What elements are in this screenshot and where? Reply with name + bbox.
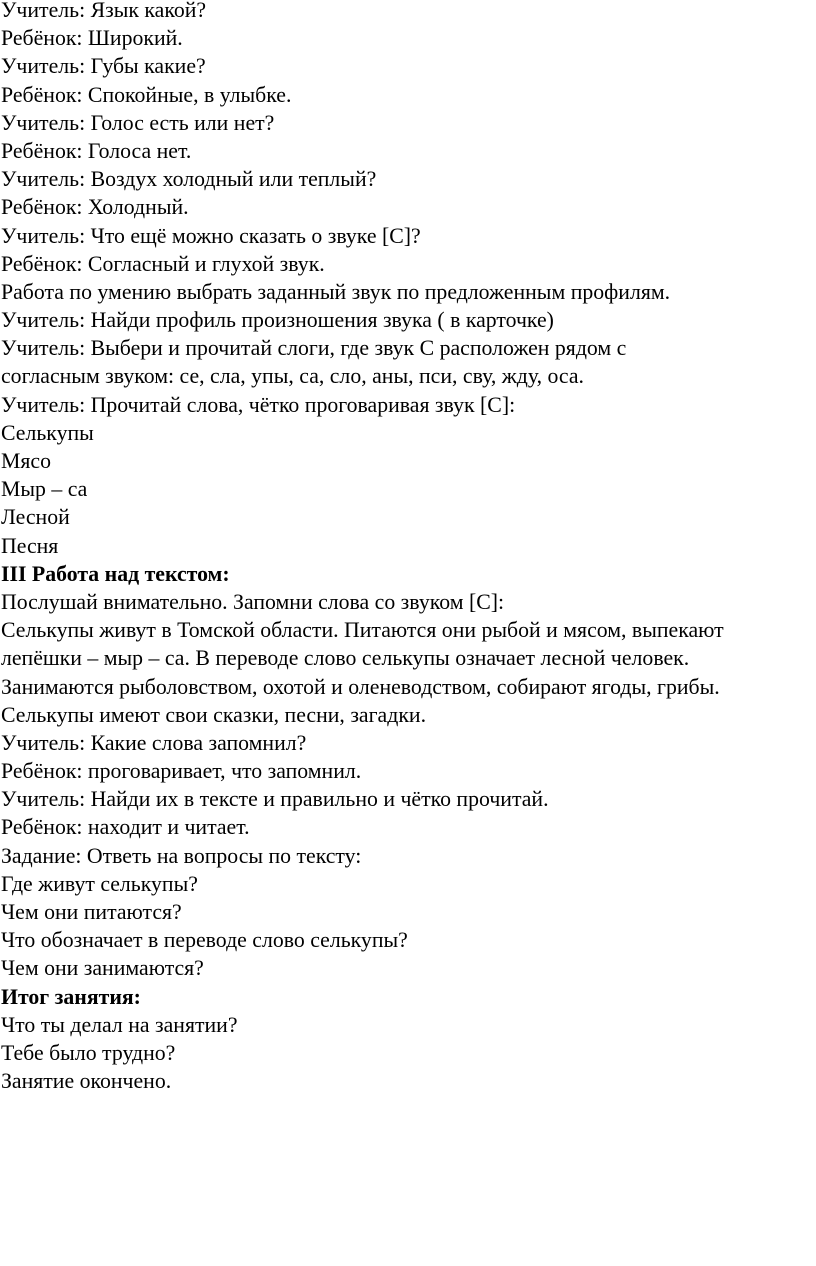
text-line: Мыр – са <box>1 477 88 502</box>
text-line: Занятие окончено. <box>1 1069 172 1094</box>
text-line: Послушай внимательно. Запомни слова со звуком [С]: <box>1 589 505 614</box>
document-text <box>1 0 816 1095</box>
text-line: Работа по умению выбрать заданный звук по предложенным профилям. <box>1 279 671 304</box>
text-line: Ребёнок: находит и читает. <box>1 815 250 840</box>
text-line: Что обозначает в переводе слово селькупы? <box>1 928 408 953</box>
text-line: Учитель: Найди профиль произношения звука ( в карточке) <box>1 308 554 333</box>
text-line: Ребёнок: Широкий. <box>1 26 183 51</box>
text-line: Учитель: Губы какие? <box>1 54 206 79</box>
text-line: Тебе было трудно? <box>1 1040 176 1065</box>
text-line: Учитель: Язык какой? <box>1 0 207 22</box>
text-line: Мясо <box>1 449 51 473</box>
text-line: Занимаются рыболовством, охотой и оленеводством, собирают ягоды, грибы. <box>1 674 720 699</box>
text-line: Ребёнок: Голоса нет. <box>1 138 192 163</box>
section-heading: Итог занятия: <box>1 984 141 1009</box>
text-line: Учитель: Прочитай слова, чётко проговаривая звук [С]: <box>1 392 516 417</box>
text-line: Что ты делал на занятии? <box>1 1012 238 1037</box>
text-line: Чем они питаются? <box>1 900 182 924</box>
text-line: Задание: Ответь на вопросы по тексту: <box>1 843 362 868</box>
text-line: Песня <box>1 533 59 558</box>
text-line: Селькупы <box>1 420 94 445</box>
text-line: Учитель: Голос есть или нет? <box>1 110 275 135</box>
text-line: Ребёнок: проговаривает, что запомнил. <box>1 759 362 784</box>
text-line: Учитель: Воздух холодный или теплый? <box>1 167 377 192</box>
text-line: согласным звуком: се, сла, упы, са, сло, аны, пси, сву, жду, оса. <box>1 364 585 389</box>
text-line: Где живут селькупы? <box>1 871 198 896</box>
text-line: Учитель: Найди их в тексте и правильно и чётко прочитай. <box>1 787 549 812</box>
text-line: Ребёнок: Согласный и глухой звук. <box>1 251 325 276</box>
section-heading: III Работа над текстом: <box>1 561 230 586</box>
text-line: Учитель: Какие слова запомнил? <box>1 730 307 755</box>
text-line: Ребёнок: Спокойные, в улыбке. <box>1 82 292 107</box>
text-line: Учитель: Что ещё можно сказать о звуке [С]? <box>1 223 421 248</box>
text-line: Ребёнок: Холодный. <box>1 195 189 220</box>
text-line: Учитель: Выбери и прочитай слоги, где звук С расположен рядом с <box>1 336 627 361</box>
text-line: лепёшки – мыр – са. В переводе слово селькупы означает лесной человек. <box>1 646 690 671</box>
text-line: Лесной <box>1 505 70 530</box>
text-line: Чем они занимаются? <box>1 956 204 981</box>
text-line: Селькупы живут в Томской области. Питаются они рыбой и мясом, выпекают <box>1 618 724 643</box>
text-line: Селькупы имеют свои сказки, песни, загадки. <box>1 702 427 727</box>
